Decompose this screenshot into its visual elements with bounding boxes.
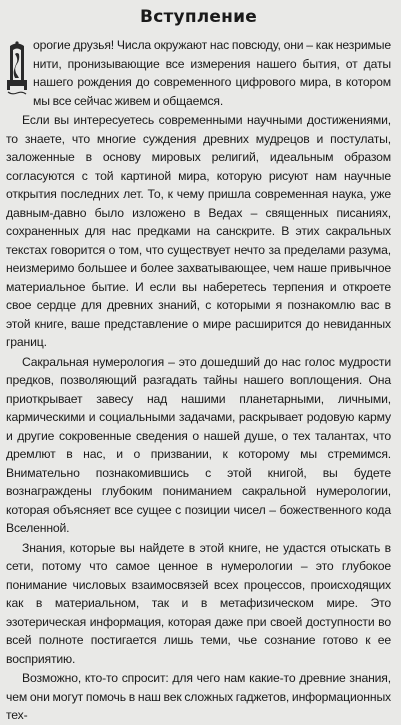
dropcap-ornament-icon — [6, 40, 28, 96]
paragraph-2: Если вы интересуетесь современными научными достижениями, то знаете, что многие суждения древних мудрецов и постулаты, заложенные в основу мировых религий, идеальным образом согласуются с той картиной мира, которую рисуют нам научные открытия последних лет. То, к чему пришла современная наука, уже давным-давно было изложено в Ведах – священных писаниях, сохраненных для нас предками на санскрите. В этих сакральных текстах говорится о том, что существует нечто за пределами разума, неизмеримо большее и более захватывающее, чем наше привычное материальное бытие. И если вы наберетесь терпения и откроете свое сердце для древних знаний, с которыми я познакомлю вас в этой книге, ваше представление о мире расширится до невиданных границ. — [6, 113, 391, 349]
paragraph-1 — [6, 36, 391, 110]
paragraph-4: Знания, которые вы найдете в этой книге, не удастся отыскать в сети, потому что самое ценное в нумерологии – это глубокое понимание числовых взаимосвязей всех процессов, происходящих как в материальном, так и в метафизическом мире. Это эзотерическая информация, которая даже при своей доступности во всей полноте постигается лишь теми, чье сознание готово к ее восприятию. — [6, 540, 391, 666]
paragraph-3: Сакральная нумерология – это дошедший до нас голос мудрости предков, позволяющий разгадать тайны нашего воплощения. Она приоткрывает завесу над нашими планетарными, личными, кармическими и социальными задачами, раскрывает родовую карму и другие сокровенные сведения о нашей душе, о тех талантах, что дремлют в нас, и о призвании, к которому мы стремимся. Внимательно познакомившись с этой книгой, вы будете вознаграждены глубоким пониманием сакральной нумерологии, которая объясняет все сущее с позиции чисел – божественного кода Вселенной. — [6, 354, 391, 535]
page-title: Вступление — [140, 7, 257, 27]
paragraph-1-text: орогие друзья! Числа окружают нас повсюду, они – как незримые нити, пронизывающие все измерения нашего бытия, от даты нашего рождения до современного цифрового мира, в котором мы все сейчас живем и общаемся. — [33, 38, 391, 108]
paragraph-5: Возможно, кто-то спросит: для чего нам какие-то древние знания, чем они могут помочь в наш век сложных гаджетов, информационных тех- — [6, 671, 391, 722]
